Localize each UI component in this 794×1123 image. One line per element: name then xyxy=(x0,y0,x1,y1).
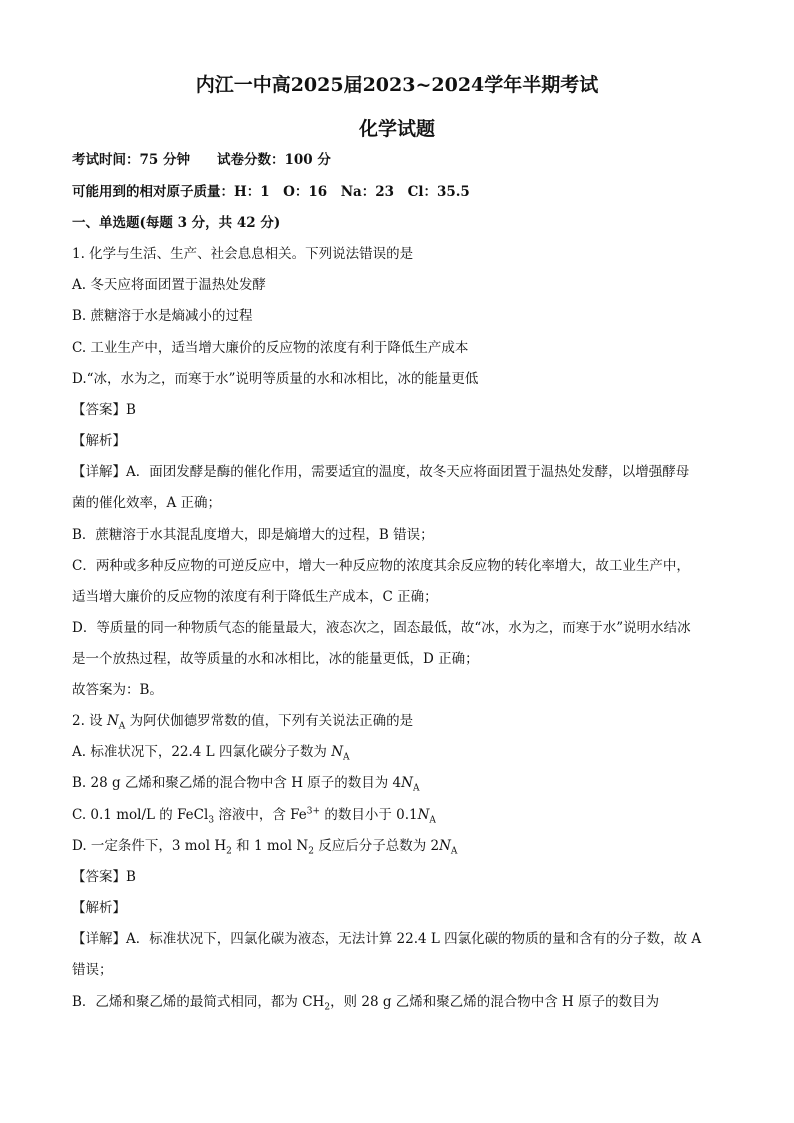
subscript-3: 3 xyxy=(208,815,215,826)
na-symbol: N xyxy=(331,744,344,760)
q1-detail-6: D．等质量的同一种物质气态的能量最大，液态次之，固态最低，故“冰，水为之，而寒于水”说明水结冰 xyxy=(72,620,691,636)
q2-option-c-pre: C. 0.1 mol/L 的 FeCl xyxy=(72,807,209,823)
page-subtitle: 化学试题 xyxy=(358,118,435,140)
q1-analysis: 【解析】 xyxy=(72,433,126,449)
na-symbol: N xyxy=(106,713,119,729)
q1-detail-1: 【详解】A．面团发酵是酶的催化作用，需要适宜的温度，故冬天应将面团置于温热处发酵，以增强酵母 xyxy=(72,464,690,480)
superscript-3plus: 3+ xyxy=(306,806,321,817)
subscript-2: 2 xyxy=(226,846,232,857)
exam-info-atomic-mass: 可能用到的相对原子质量：H：1 O：16 Na：23 Cl：35.5 xyxy=(72,184,470,200)
q2-option-a-text: A. 标准状况下，22.4 L 四氯化碳分子数为 xyxy=(72,744,332,760)
q2-detail-3-post: ，则 28 g 乙烯和聚乙烯的混合物中含 H 原子的数目为 xyxy=(330,994,660,1010)
q1-detail-4: C．两种或多种反应物的可逆反应中，增大一种反应物的浓度其余反应物的转化率增大，故工业生产中， xyxy=(72,558,690,574)
q1-detail-7: 是一个放热过程，故等质量的水和冰相比，冰的能量更低，D 正确； xyxy=(72,651,479,667)
na-subscript: A xyxy=(429,815,436,826)
q2-option-c xyxy=(72,805,734,825)
q2-option-c-post: 的数目小于 0.1 xyxy=(320,807,418,823)
na-subscript: A xyxy=(450,846,458,857)
q1-option-a: A. 冬天应将面团置于温热处发酵 xyxy=(72,277,266,293)
na-subscript: A xyxy=(412,783,420,794)
q1-detail-3: B．蔗糖溶于水其混乱度增大，即是熵增大的过程，B 错误； xyxy=(72,527,434,543)
q2-option-a xyxy=(72,742,734,762)
q2-option-b xyxy=(72,773,734,793)
q1-stem: 1. 化学与生活、生产、社会息息相关。下列说法错误的是 xyxy=(72,246,414,262)
q2-analysis: 【解析】 xyxy=(72,900,126,916)
q2-detail-3-pre: B．乙烯和聚乙烯的最简式相同，都为 CH xyxy=(72,994,325,1010)
na-symbol: N xyxy=(401,775,413,791)
q2-answer: 【答案】B xyxy=(72,869,136,885)
q1-detail-5: 适当增大廉价的反应物的浓度有利于降低生产成本，C 正确； xyxy=(72,589,438,605)
q2-stem-post: 为阿伏伽德罗常数的值，下列有关说法正确的是 xyxy=(125,713,414,729)
q2-option-d-pre: D. 一定条件下，3 mol H xyxy=(72,838,227,854)
na-symbol: N xyxy=(439,838,451,854)
q2-option-b-text: B. 28 g 乙烯和聚乙烯的混合物中含 H 原子的数目为 4 xyxy=(72,775,402,791)
q2-option-d-post: 反应后分子总数为 2 xyxy=(313,838,440,854)
q2-option-c-mid: 溶液中，含 Fe xyxy=(214,807,307,823)
q1-option-c: C. 工业生产中，适当增大廉价的反应物的浓度有利于降低生产成本 xyxy=(72,340,469,356)
q1-detail-2: 菌的催化效率，A 正确； xyxy=(72,495,222,511)
page-title: 内江一中高2025届2023~2024学年半期考试 xyxy=(195,74,599,96)
q1-option-b: B. 蔗糖溶于水是熵减小的过程 xyxy=(72,308,253,324)
q2-detail-2: 错误； xyxy=(72,962,113,978)
q1-option-d: D.“冰，水为之，而寒于水”说明等质量的水和冰相比，冰的能量更低 xyxy=(72,371,479,387)
q2-stem-pre: 2. 设 xyxy=(72,713,107,729)
na-symbol: N xyxy=(417,807,430,823)
section-heading: 一、单选题(每题 3 分，共 42 分) xyxy=(72,215,281,231)
exam-info-time: 考试时间：75 分钟 试卷分数：100 分 xyxy=(72,152,331,168)
na-subscript: A xyxy=(118,721,126,732)
na-subscript: A xyxy=(343,752,350,763)
q2-option-d xyxy=(72,836,734,856)
q2-detail-3 xyxy=(72,992,734,1012)
q2-detail-1: 【详解】A．标准状况下，四氯化碳为液态，无法计算 22.4 L 四氯化碳的物质的量和含有的分子数，故 A xyxy=(72,931,702,947)
q1-answer: 【答案】B xyxy=(72,402,136,418)
subscript-2: 2 xyxy=(308,846,314,857)
subscript-2: 2 xyxy=(324,1002,331,1013)
q2-stem xyxy=(72,711,734,731)
q1-conclusion: 故答案为：B。 xyxy=(72,682,163,698)
q2-option-d-mid: 和 1 mol N xyxy=(231,838,309,854)
